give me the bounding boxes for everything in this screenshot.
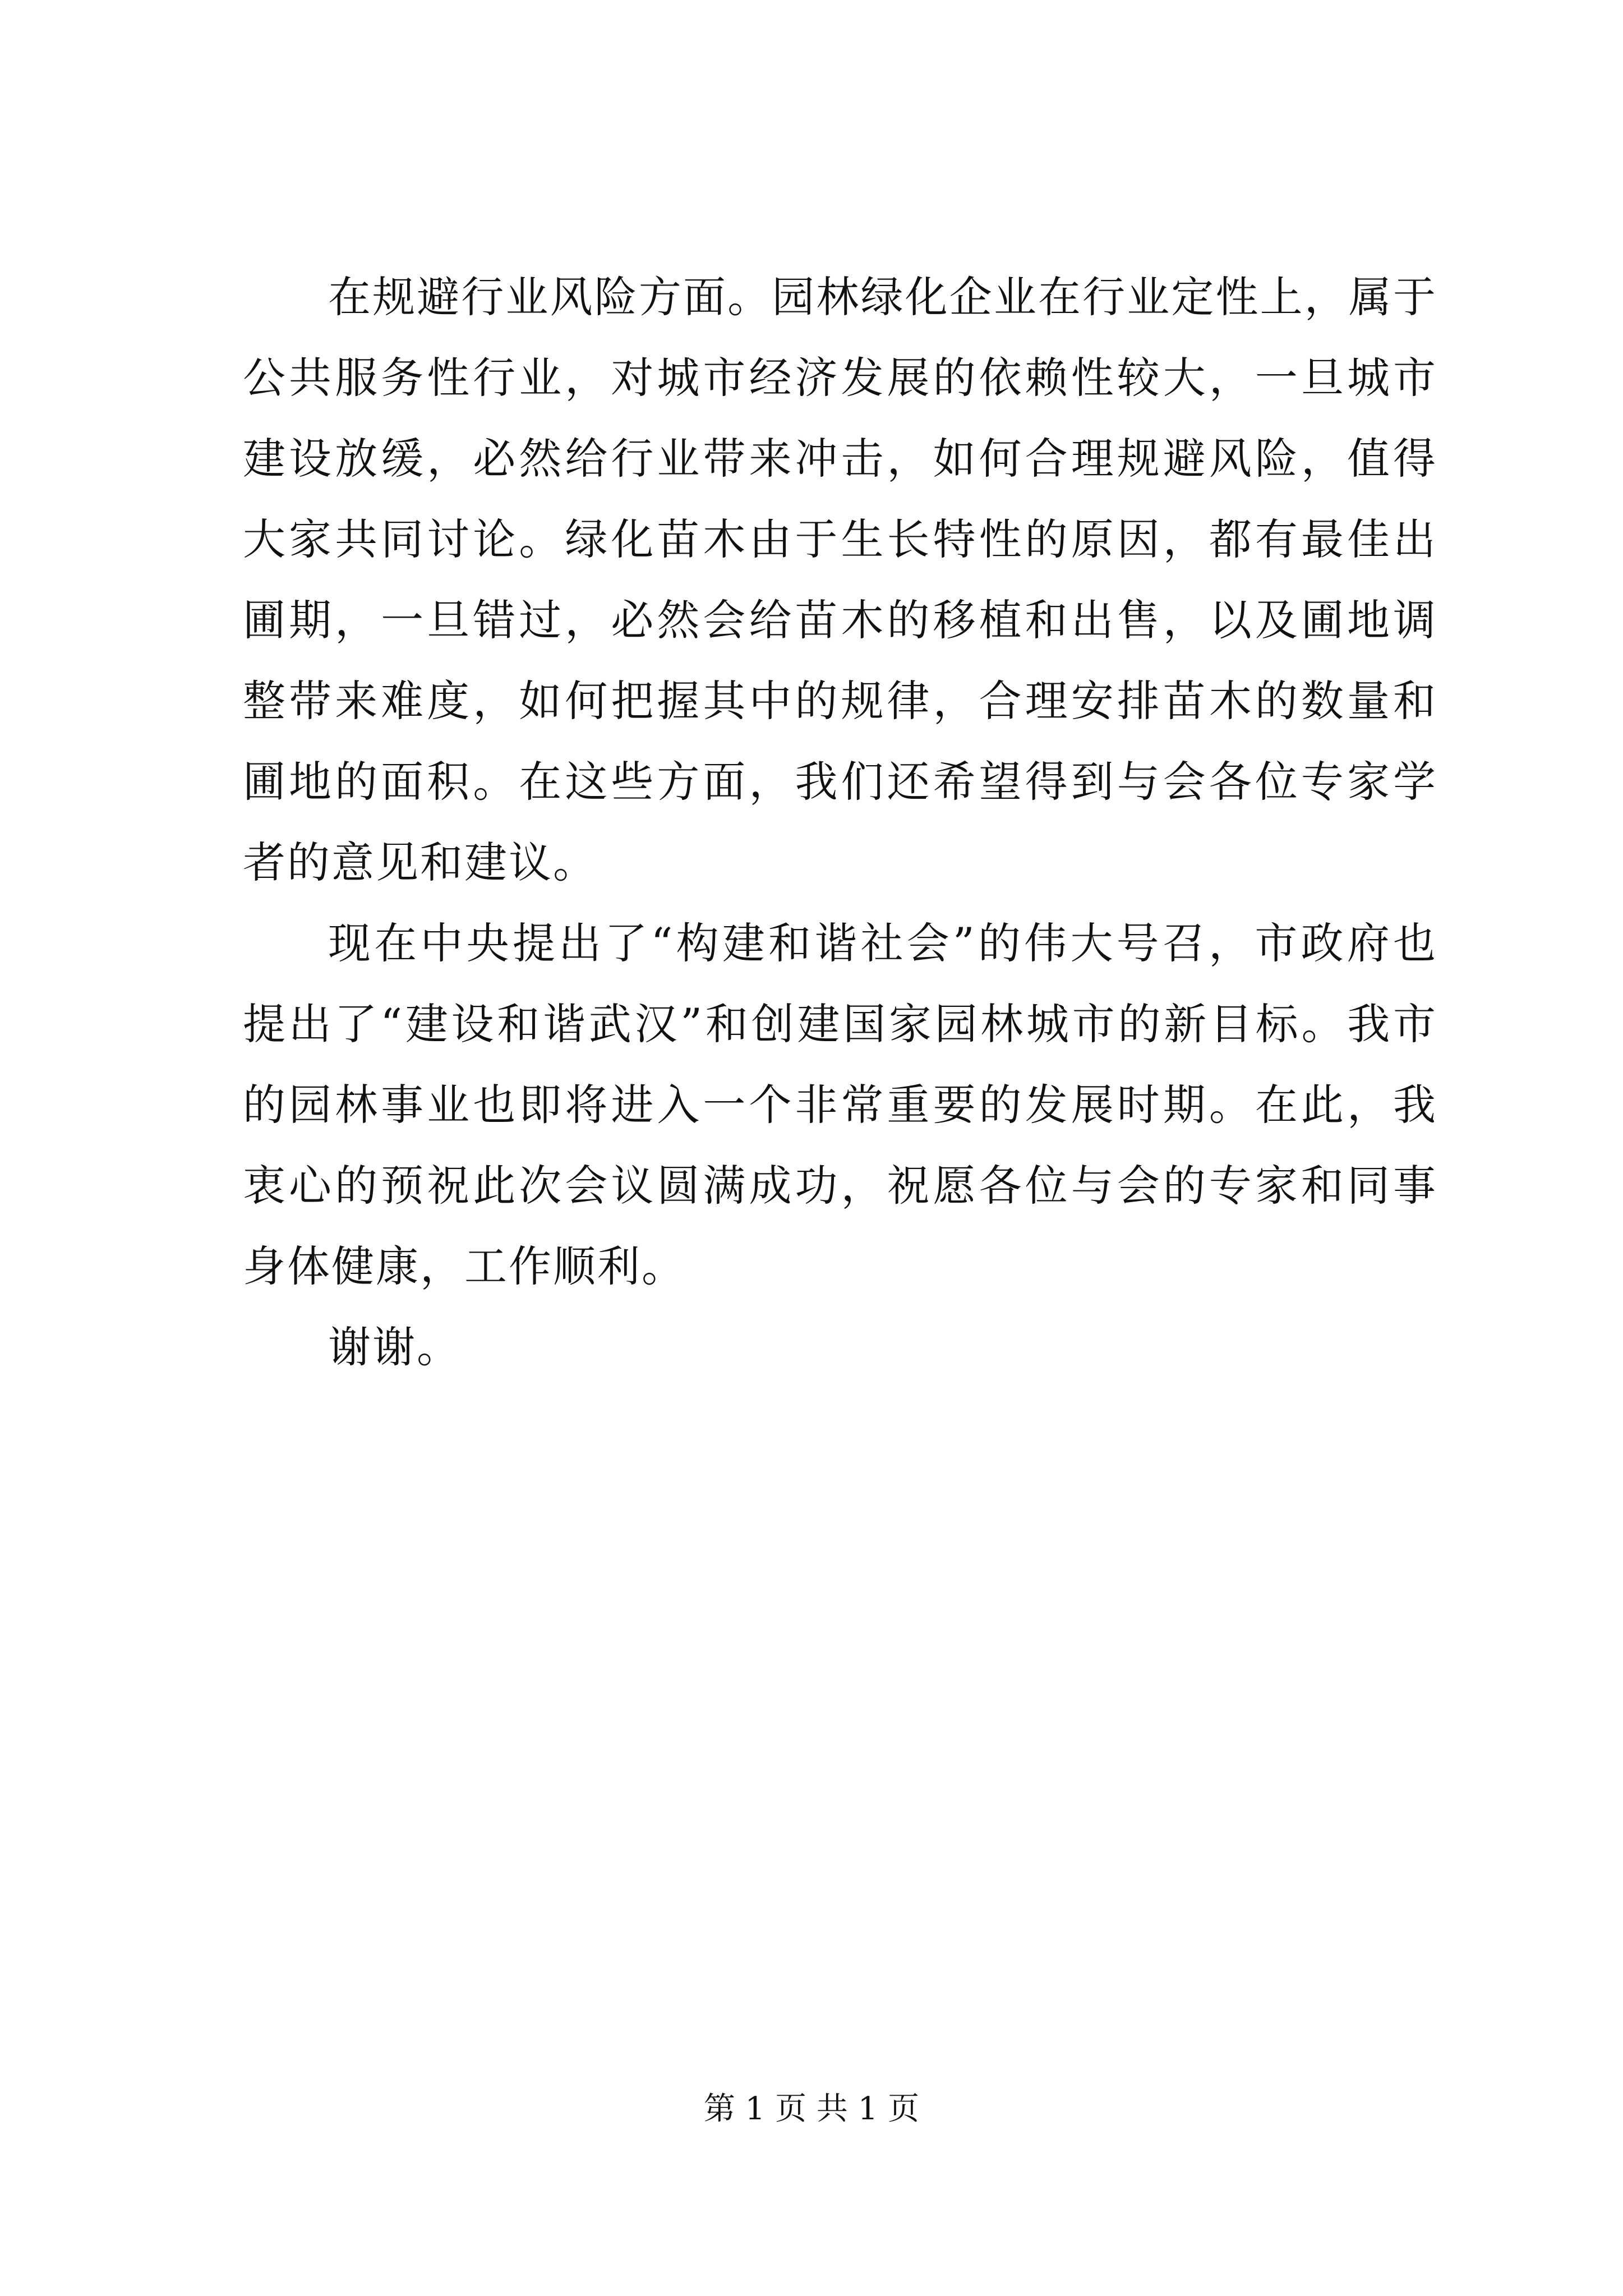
paragraph-risk-avoidance: 在规避行业风险方面。园林绿化企业在行业定性上，属于公共服务性行业，对城市经济发展的依赖性较大，一旦城市建设放缓，必然给行业带来冲击，如何合理规避风险，值得大家共同讨论。绿化苗木由于生长特性的原因，都有最佳出圃期，一旦错过，必然会给苗木的移植和出售，以及圃地调整带来难度，如何把握其中的规律，合理安排苗木的数量和圃地的面积。在这些方面，我们还希望得到与会各位专家学者的意见和建议。 bbox=[243, 272, 1437, 887]
paragraph-thanks: 谢谢。 bbox=[328, 1322, 461, 1372]
page-footer: 第 1 页 共 1 页 bbox=[703, 2091, 920, 2127]
paragraph-closing-wishes: 现在中央提出了“构建和谐社会”的伟大号召，市政府也提出了“建设和谐武汉”和创建国家园林城市的新目标。我市的园林事业也即将进入一个非常重要的发展时期。在此，我衷心的预祝此次会议圆满成功，祝愿各位与会的专家和同事身体健康，工作顺利。 bbox=[243, 918, 1437, 1291]
document-body bbox=[243, 257, 1437, 1388]
